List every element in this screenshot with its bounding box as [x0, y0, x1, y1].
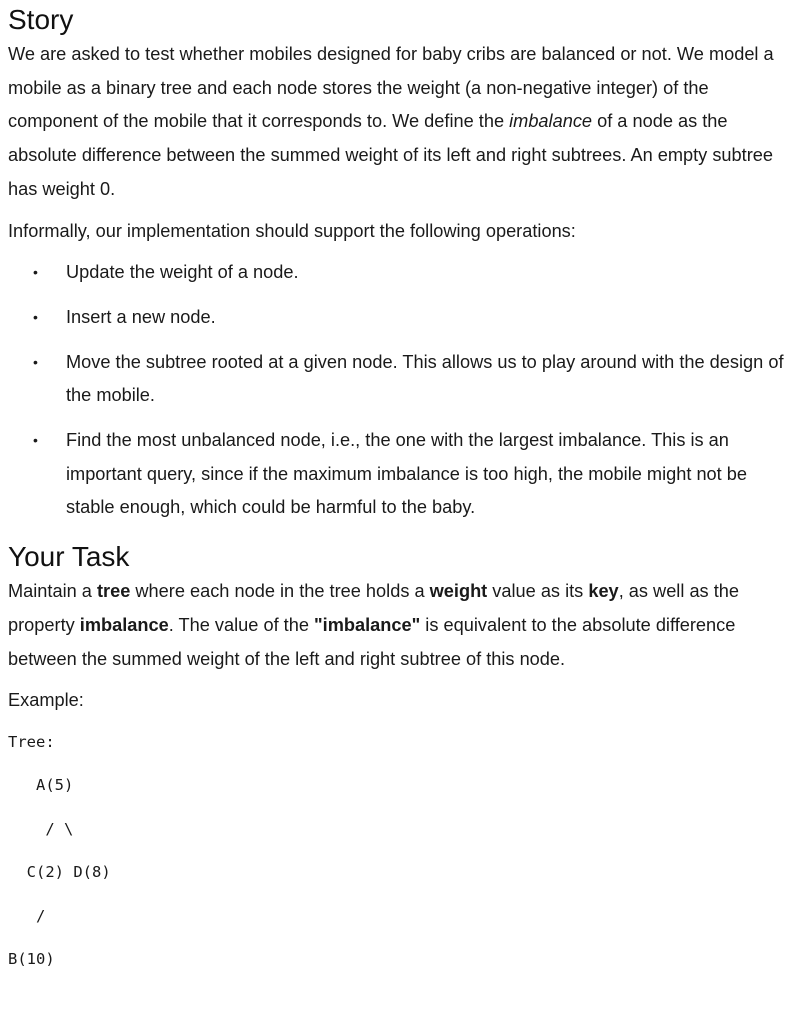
- task-text: is equivalent to the absolute difference between the summed weight of the left and right subtree of this node.: [8, 614, 736, 669]
- example-label: Example:: [8, 690, 84, 711]
- term-imbalance-quoted: "imbalance": [314, 614, 421, 635]
- bullet-icon: •: [33, 432, 38, 449]
- list-item: [8, 256, 784, 290]
- story-text-b: of a node as the absolute difference between the summed weight of its left and right subtrees. An empty subtree has weight 0.: [8, 111, 773, 199]
- operation-text: Update the weight of a node.: [66, 262, 299, 283]
- code-line: C(2) D(8): [8, 863, 111, 882]
- imbalance-term: imbalance: [509, 111, 593, 132]
- code-line: A(5): [8, 776, 74, 795]
- task-text: where each node in the tree holds a: [130, 581, 430, 602]
- term-imbalance: imbalance: [79, 614, 169, 635]
- operation-text: Move the subtree rooted at a given node. This allows us to play around with the design of the mobile.: [66, 351, 784, 406]
- code-line: / \: [8, 819, 74, 838]
- list-item: [8, 424, 784, 525]
- task-heading: Your Task: [8, 541, 130, 573]
- example-tree-code: [8, 732, 784, 992]
- task-text: . The value of the: [168, 614, 315, 635]
- task-text: value as its: [487, 581, 589, 602]
- list-item: [8, 346, 784, 413]
- task-paragraph: [8, 575, 784, 676]
- bullet-icon: •: [33, 264, 38, 281]
- term-weight: weight: [429, 581, 488, 602]
- term-tree: tree: [96, 581, 131, 602]
- task-text: Maintain a: [8, 581, 97, 602]
- operation-text: Find the most unbalanced node, i.e., the one with the largest imbalance. This is an important query, since if the maximum imbalance is too high, the mobile might not be stable enough, which could be harmful to the baby.: [66, 430, 748, 518]
- story-paragraph: [8, 38, 784, 207]
- code-line: Tree:: [8, 732, 55, 751]
- story-text-a: We are asked to test whether mobiles designed for baby cribs are balanced or not. We model a mobile as a binary tree and each node stores the weight (a non-negative integer) of the component of the mobile that it corresponds to. We define the: [8, 44, 774, 132]
- operation-text: Insert a new node.: [66, 306, 216, 327]
- list-item: [8, 301, 784, 335]
- code-line: /: [8, 906, 46, 925]
- bullet-icon: •: [33, 308, 38, 325]
- code-line: B(10): [8, 949, 55, 968]
- task-text: , as well as the property: [8, 581, 739, 635]
- operations-list: [8, 256, 784, 525]
- story-heading: Story: [8, 4, 74, 35]
- term-key: key: [588, 581, 619, 602]
- operations-intro: Informally, our implementation should support the following operations:: [8, 220, 576, 241]
- bullet-icon: •: [33, 353, 38, 370]
- document-page: [0, 2, 792, 992]
